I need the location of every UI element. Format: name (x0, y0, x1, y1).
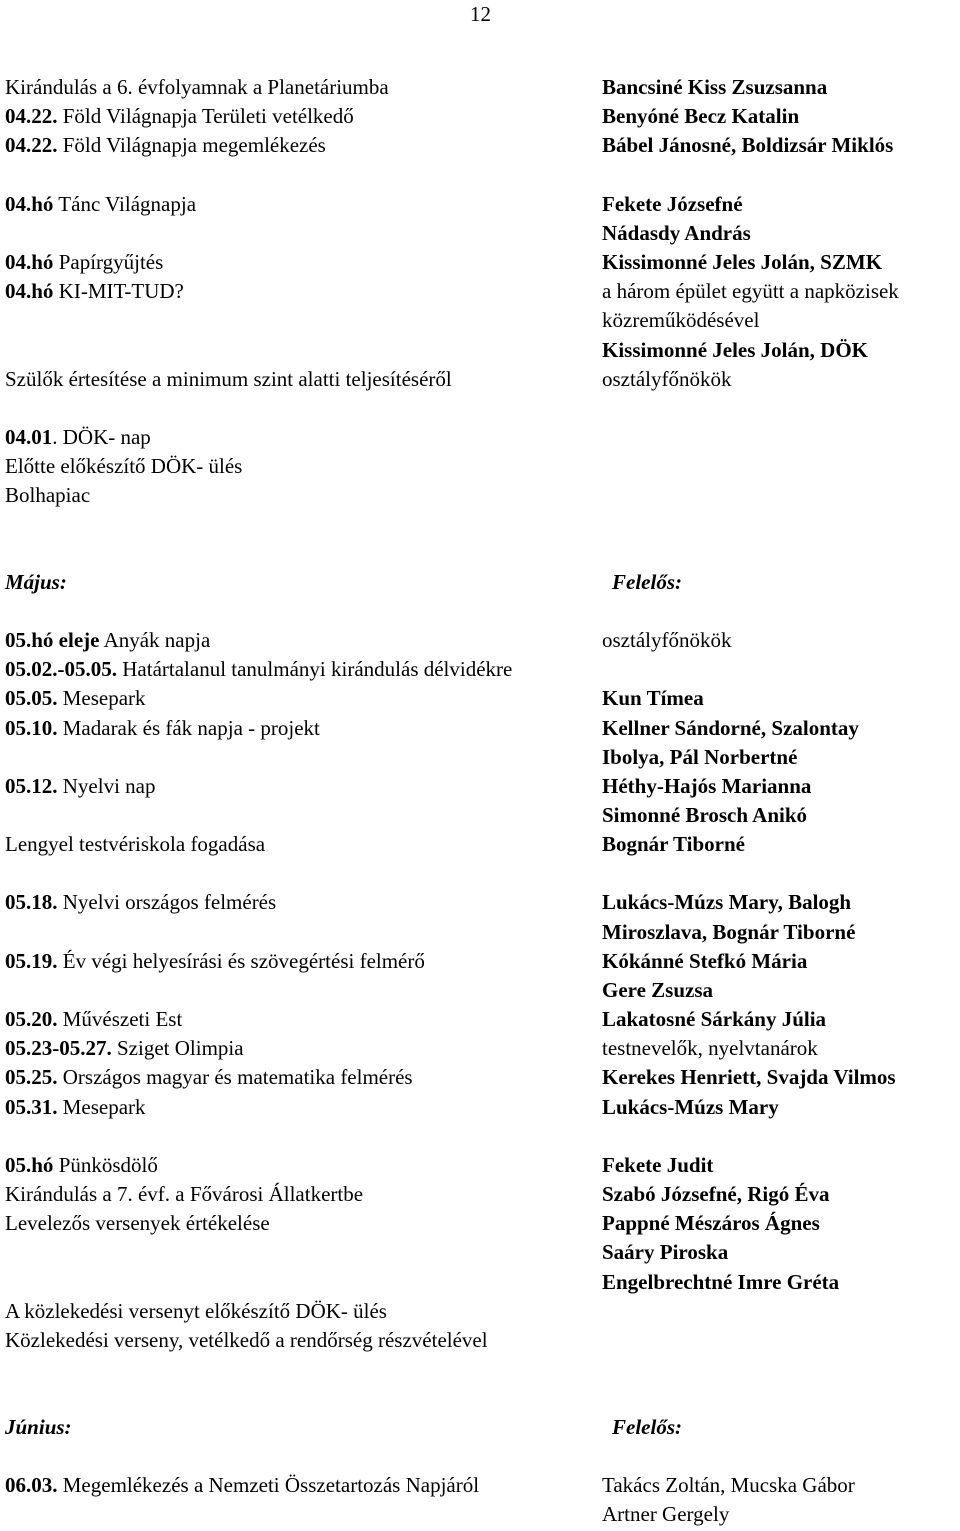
event-papirgyujtes (5, 250, 163, 274)
event-helyesirasi-felmero (5, 949, 425, 973)
responsible-madarak-fak-1: Kellner Sándorné, Szalontay (602, 716, 859, 740)
responsible-fold-vetelkedo: Benyóné Becz Katalin (602, 104, 800, 128)
event-nyelvi-nap (5, 774, 155, 798)
event-date: 05.05. (5, 686, 58, 710)
event-title: Sziget Olimpia (111, 1036, 244, 1060)
event-planetarium: Kirándulás a 6. évfolyamnak a Planetáriumba (5, 75, 389, 99)
responsible-papirgyujtes: Kissimonné Jeles Jolán, SZMK (602, 250, 883, 274)
event-date: 04.22. (5, 133, 58, 157)
responsible-levelezos-2: Saáry Piroska (602, 1240, 729, 1264)
responsible-nyelvi-felmeres-2: Miroszlava, Bognár Tiborné (602, 920, 856, 944)
responsible-allatkert: Szabó Józsefné, Rigó Éva (602, 1182, 830, 1206)
event-bolhapiac: Bolhapiac (5, 483, 91, 507)
event-title: Papírgyűjtés (53, 250, 164, 274)
responsible-planetarium: Bancsiné Kiss Zsuzsanna (602, 75, 828, 99)
event-dok-ules: Előtte előkészítő DÖK- ülés (5, 454, 243, 478)
responsible-levelezos-1: Pappné Mészáros Ágnes (602, 1211, 820, 1235)
responsible-lengyel-testveriskola: Bognár Tiborné (602, 832, 745, 856)
event-title: . DÖK- nap (52, 425, 151, 449)
responsible-fold-megemlekezes: Bábel Jánosné, Boldizsár Miklós (602, 133, 894, 157)
event-date: 05.20. (5, 1007, 58, 1031)
event-date: 05.10. (5, 716, 58, 740)
responsible-anyak-napja: osztályfőnökök (602, 628, 732, 652)
event-nemzeti-osszetartozas (5, 1473, 479, 1497)
event-mesepark-1 (5, 686, 146, 710)
event-date: 04.hó (5, 192, 54, 216)
column-heading-responsible-june: Felelős: (612, 1415, 682, 1439)
event-fold-vetelkedo (5, 104, 354, 128)
event-szulok-ertesitese: Szülők értesítése a minimum szint alatti teljesítéséről (5, 367, 452, 391)
event-orszagos-felmeres (5, 1065, 413, 1089)
event-title: Megemlékezés a Nemzeti Összetartozás Napjáról (57, 1473, 480, 1497)
responsible-madarak-fak-2: Ibolya, Pál Norbertné (602, 745, 798, 769)
event-date: 05.02.-05.05. (5, 657, 117, 681)
event-sziget-olimpia (5, 1036, 244, 1060)
event-kozlekedesi-dok-ules: A közlekedési versenyt előkészítő DÖK- ülés (5, 1299, 387, 1323)
column-heading-responsible-may: Felelős: (612, 570, 682, 594)
responsible-helyesirasi-2: Gere Zsuzsa (602, 978, 714, 1002)
event-date: 05.31. (5, 1095, 58, 1119)
responsible-nyelvi-felmeres-1: Lukács-Múzs Mary, Balogh (602, 890, 852, 914)
event-date: 05.18. (5, 890, 58, 914)
event-date: 04.22. (5, 104, 58, 128)
event-date: 04.hó (5, 250, 54, 274)
event-madarak-fak (5, 716, 320, 740)
responsible-kimittud-2: közreműködésével (602, 308, 760, 332)
responsible-muveszeti-est: Lakatosné Sárkány Júlia (602, 1007, 827, 1031)
responsible-punkosdolo: Fekete Judit (602, 1153, 714, 1177)
event-title: Föld Világnapja megemlékezés (57, 133, 326, 157)
responsible-tanc-2: Nádasdy András (602, 221, 751, 245)
event-date: 04.hó (5, 279, 54, 303)
event-fold-megemlekezes (5, 133, 326, 157)
event-date: 05.23-05.27. (5, 1036, 112, 1060)
event-kimittud (5, 279, 184, 303)
event-date: 06.03. (5, 1473, 58, 1497)
responsible-szulok-ertesitese: osztályfőnökök (602, 367, 732, 391)
responsible-sziget-olimpia: testnevelők, nyelvtanárok (602, 1036, 818, 1060)
event-title: Madarak és fák napja - projekt (57, 716, 320, 740)
event-date: 05.19. (5, 949, 58, 973)
event-date: 05.hó (5, 1153, 54, 1177)
event-title: Művészeti Est (57, 1007, 183, 1031)
responsible-tanc-1: Fekete Józsefné (602, 192, 743, 216)
event-mesepark-2 (5, 1095, 146, 1119)
event-date: 05.25. (5, 1065, 58, 1089)
event-title: Mesepark (57, 686, 146, 710)
event-title: Anyák napja (99, 628, 211, 652)
responsible-nyelvi-nap-2: Simonné Brosch Anikó (602, 803, 808, 827)
event-title: Országos magyar és matematika felmérés (57, 1065, 413, 1089)
event-title: Év végi helyesírási és szövegértési felmérő (57, 949, 425, 973)
event-title: Mesepark (57, 1095, 146, 1119)
event-allatkert: Kirándulás a 7. évf. a Fővárosi Állatkertbe (5, 1182, 364, 1206)
event-lengyel-testveriskola: Lengyel testvériskola fogadása (5, 832, 266, 856)
event-nyelvi-felmeres (5, 890, 276, 914)
event-levelezos-versenyek: Levelezős versenyek értékelése (5, 1211, 270, 1235)
event-title: Pünkösdölő (53, 1153, 158, 1177)
responsible-nemzeti-osszetartozas-2: Artner Gergely (602, 1502, 730, 1526)
event-tanc (5, 192, 196, 216)
event-date: 05.hó eleje (5, 628, 100, 652)
event-kozlekedesi-verseny: Közlekedési verseny, vetélkedő a rendőrség részvételével (5, 1328, 488, 1352)
event-hatartalanul (5, 657, 512, 681)
event-date: 05.12. (5, 774, 58, 798)
event-dok-nap (5, 425, 151, 449)
event-muveszeti-est (5, 1007, 182, 1031)
event-title: Nyelvi nap (57, 774, 156, 798)
event-punkosdolo (5, 1153, 158, 1177)
responsible-kimittud-3: Kissimonné Jeles Jolán, DÖK (602, 338, 869, 362)
section-heading-june: Június: (5, 1415, 72, 1439)
responsible-mesepark-2: Lukács-Múzs Mary (602, 1095, 779, 1119)
responsible-orszagos-felmeres: Kerekes Henriett, Svajda Vilmos (602, 1065, 896, 1089)
responsible-mesepark-1: Kun Tímea (602, 686, 704, 710)
event-title: Tánc Világnapja (53, 192, 197, 216)
responsible-levelezos-3: Engelbrechtné Imre Gréta (602, 1270, 840, 1294)
event-title: Nyelvi országos felmérés (57, 890, 277, 914)
responsible-nemzeti-osszetartozas-1: Takács Zoltán, Mucska Gábor (602, 1473, 855, 1497)
page-number: 12 (470, 2, 491, 26)
section-heading-may: Május: (5, 570, 67, 594)
event-anyak-napja (5, 628, 210, 652)
event-title: KI-MIT-TUD? (53, 279, 184, 303)
responsible-kimittud-1: a három épület együtt a napközisek (602, 279, 899, 303)
event-date: 04.01 (5, 425, 53, 449)
event-title: Határtalanul tanulmányi kirándulás délvidékre (117, 657, 513, 681)
event-title: Föld Világnapja Területi vetélkedő (57, 104, 354, 128)
responsible-nyelvi-nap-1: Héthy-Hajós Marianna (602, 774, 812, 798)
responsible-helyesirasi-1: Kókánné Stefkó Mária (602, 949, 808, 973)
